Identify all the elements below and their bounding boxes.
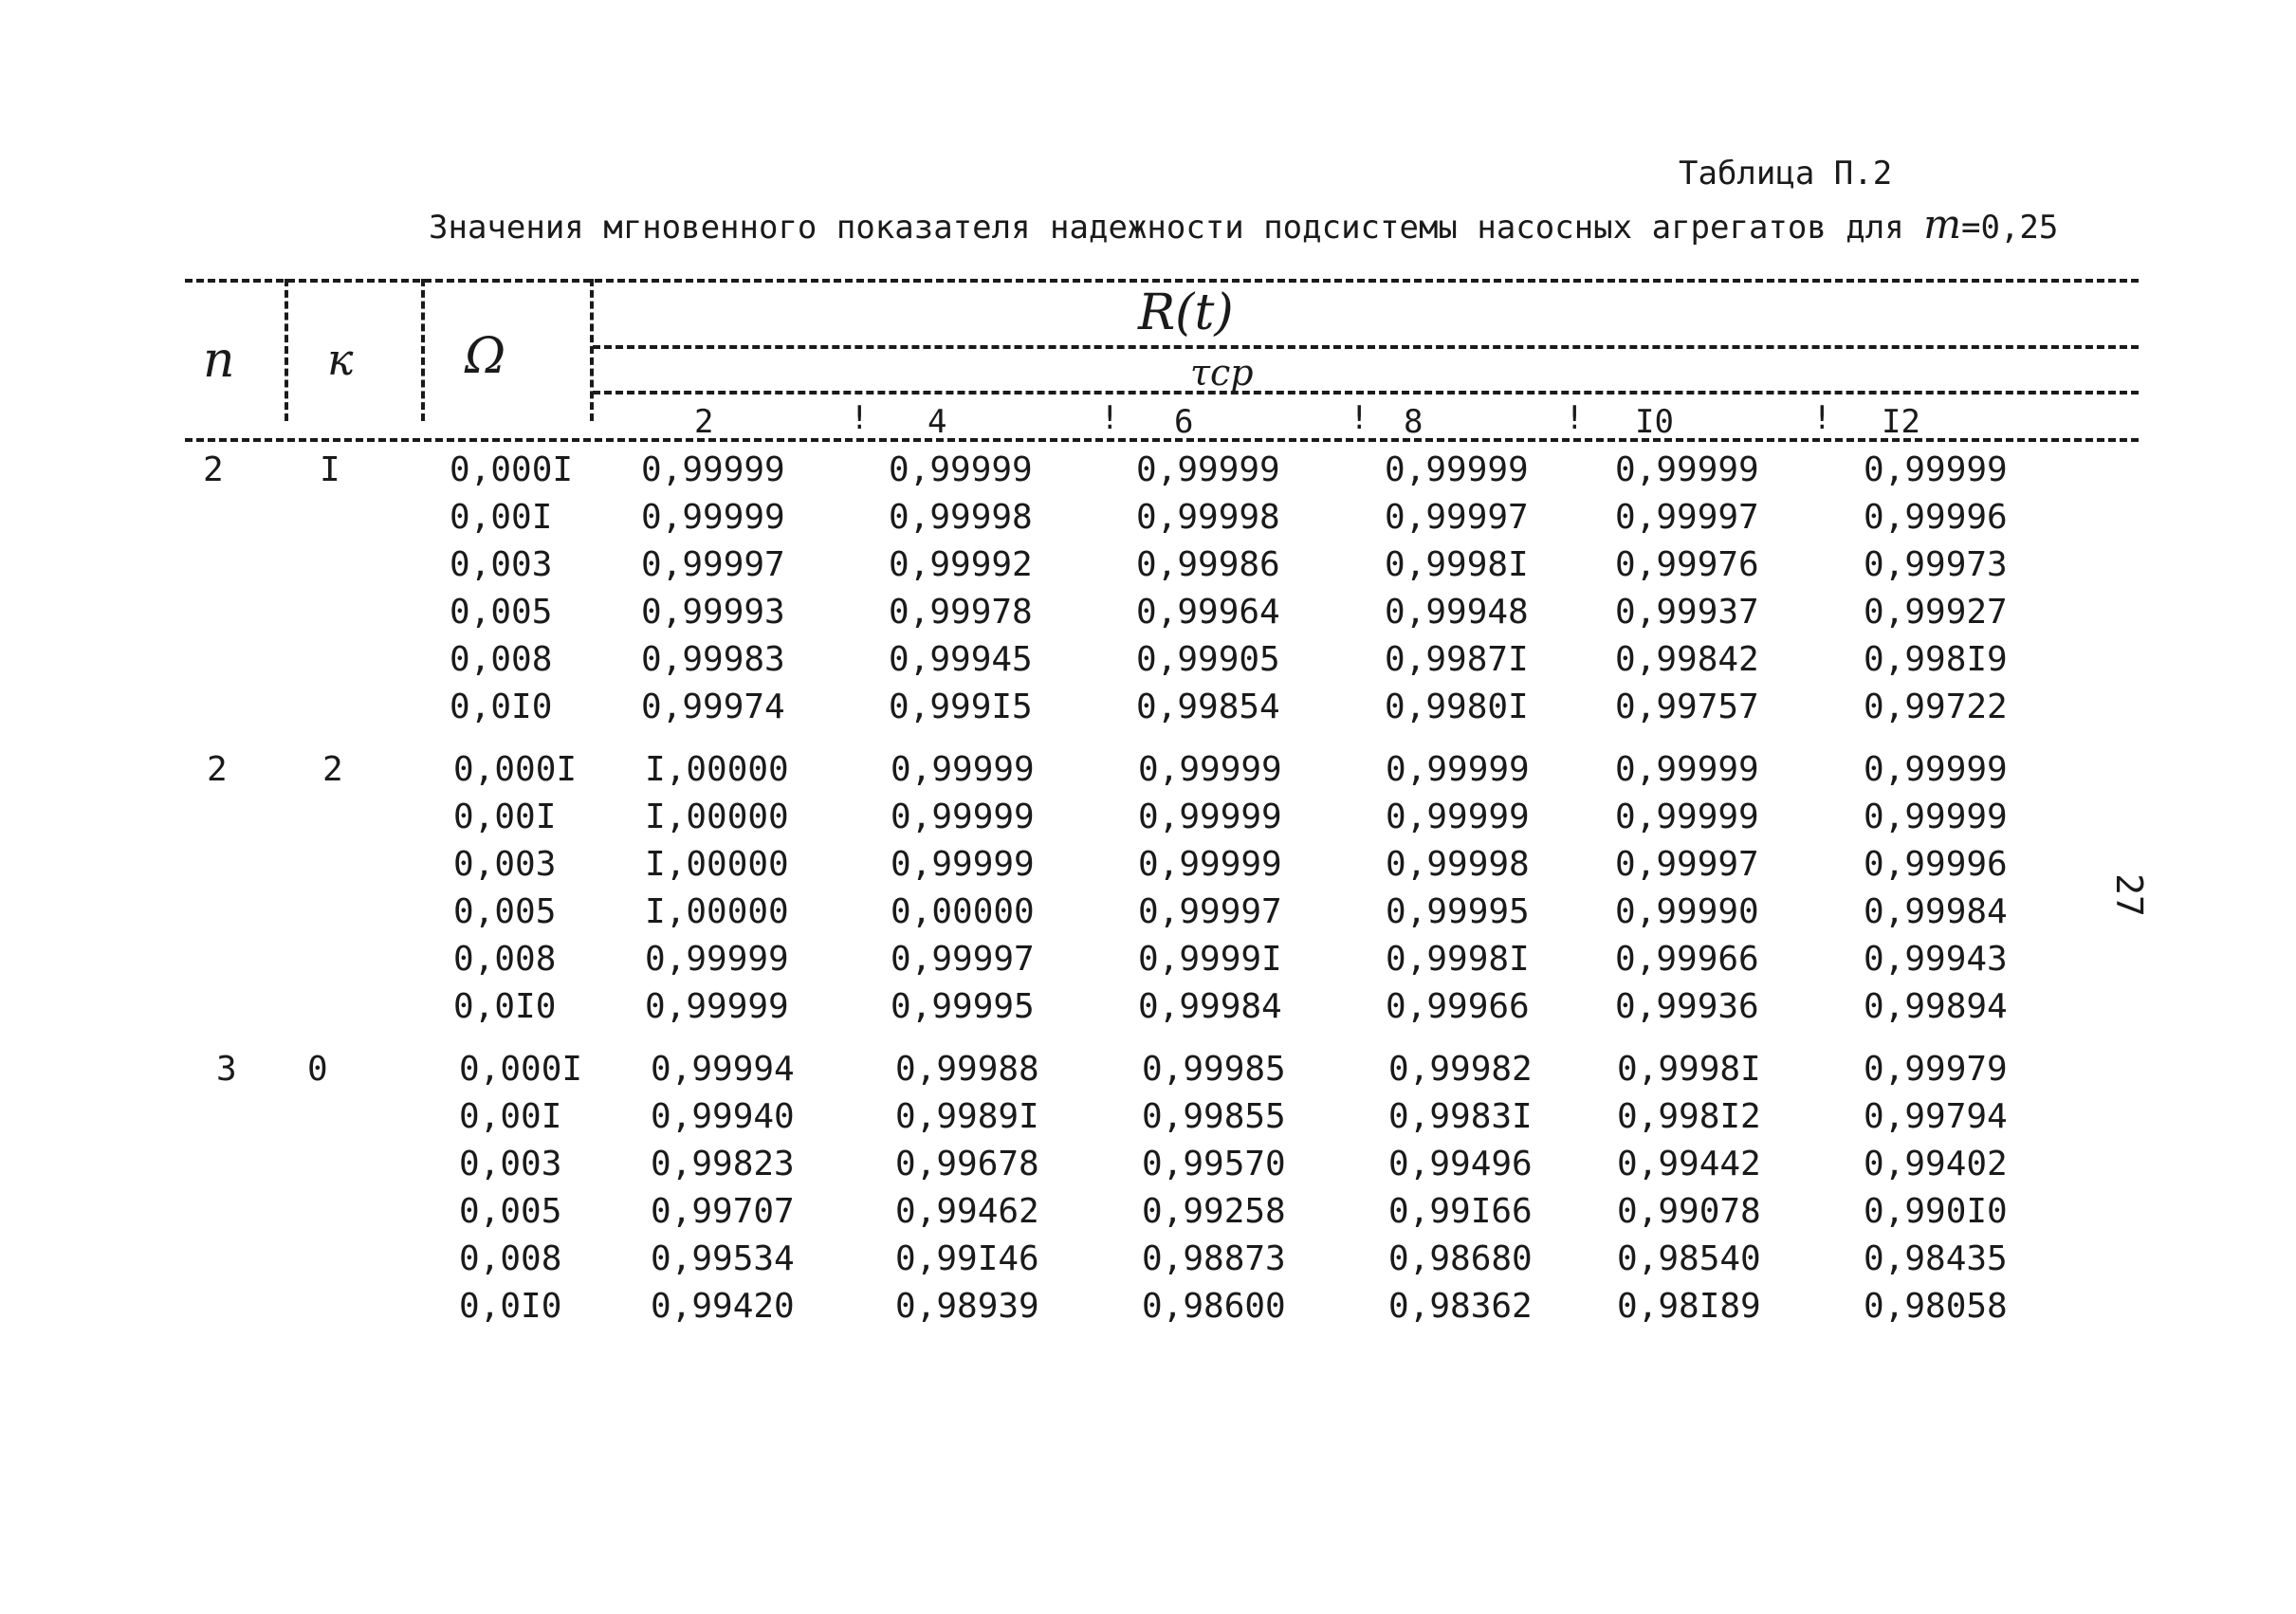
- omega-cell: 0,000I: [450, 450, 574, 489]
- value-cell: 0,99794: [1864, 1097, 2008, 1136]
- value-cell: 0,99990: [1615, 892, 1759, 931]
- group-n: 2: [207, 750, 228, 789]
- group-k: I: [320, 450, 340, 489]
- value-cell: 0,99996: [1864, 498, 2008, 537]
- value-cell: 0,99999: [1615, 450, 1759, 489]
- value-cell: 0,99982: [1388, 1050, 1533, 1089]
- value-cell: 0,99998: [1386, 845, 1530, 884]
- value-cell: 0,99420: [651, 1287, 795, 1326]
- value-cell: 0,99999: [891, 798, 1035, 836]
- value-cell: 0,99998: [1136, 498, 1280, 537]
- value-cell: 0,99999: [1864, 750, 2008, 789]
- col-divider-n-k: [285, 279, 288, 421]
- omega-cell: 0,008: [459, 1239, 562, 1278]
- value-cell: 0,99945: [889, 640, 1033, 679]
- omega-cell: 0,00I: [459, 1097, 562, 1136]
- tau-separator: !: [1350, 399, 1369, 437]
- value-cell: 0,99894: [1864, 987, 2008, 1026]
- value-cell: 0,99997: [1385, 498, 1529, 537]
- value-cell: 0,98939: [895, 1287, 1039, 1326]
- value-cell: 0,99983: [641, 640, 785, 679]
- value-cell: 0,998I2: [1617, 1097, 1761, 1136]
- value-cell: 0,9987I: [1385, 640, 1529, 679]
- omega-cell: 0,003: [453, 845, 557, 884]
- value-cell: I,00000: [645, 892, 789, 931]
- value-cell: 0,99999: [1386, 798, 1530, 836]
- omega-cell: 0,005: [459, 1192, 562, 1231]
- value-cell: 0,9999I: [1138, 940, 1282, 979]
- page-number: 27: [2107, 873, 2150, 917]
- value-cell: 0,9998I: [1385, 545, 1529, 584]
- value-cell: 0,99974: [641, 688, 785, 726]
- value-cell: 0,99258: [1142, 1192, 1286, 1231]
- group-n: 3: [216, 1050, 237, 1089]
- header-n: n: [203, 332, 235, 389]
- value-cell: 0,99999: [1138, 798, 1282, 836]
- value-cell: 0,99999: [641, 450, 785, 489]
- value-cell: 0,99995: [891, 987, 1035, 1026]
- value-cell: 0,99854: [1136, 688, 1280, 726]
- value-cell: 0,99570: [1142, 1145, 1286, 1183]
- omega-cell: 0,000I: [459, 1050, 583, 1089]
- value-cell: 0,99995: [1386, 892, 1530, 931]
- value-cell: 0,99999: [1615, 750, 1759, 789]
- value-cell: 0,99078: [1617, 1192, 1761, 1231]
- value-cell: I,00000: [645, 845, 789, 884]
- value-cell: 0,99997: [1615, 498, 1759, 537]
- value-cell: 0,99999: [889, 450, 1033, 489]
- omega-cell: 0,008: [453, 940, 557, 979]
- value-cell: 0,99997: [1615, 845, 1759, 884]
- value-cell: 0,99966: [1615, 940, 1759, 979]
- tau-value: 8: [1404, 403, 1424, 441]
- col-divider-k-omega: [421, 279, 425, 421]
- value-cell: 0,998I9: [1864, 640, 2008, 679]
- value-cell: 0,99823: [651, 1145, 795, 1183]
- group-k: 2: [322, 750, 343, 789]
- tau-value: 6: [1174, 403, 1194, 441]
- tau-value: 2: [694, 403, 714, 441]
- col-divider-omega-r: [590, 279, 594, 421]
- value-cell: 0,98362: [1388, 1287, 1533, 1326]
- value-cell: 0,98540: [1617, 1239, 1761, 1278]
- value-cell: 0,99999: [1385, 450, 1529, 489]
- value-cell: 0,99927: [1864, 593, 2008, 632]
- value-cell: 0,98I89: [1617, 1287, 1761, 1326]
- value-cell: 0,99978: [889, 593, 1033, 632]
- value-cell: 0,98600: [1142, 1287, 1286, 1326]
- m-value: =0,25: [1961, 209, 2059, 247]
- tau-separator: !: [1812, 399, 1832, 437]
- value-cell: 0,99999: [645, 940, 789, 979]
- value-cell: 0,99984: [1138, 987, 1282, 1026]
- tau-value: I2: [1882, 403, 1920, 441]
- value-cell: 0,9980I: [1385, 688, 1529, 726]
- value-cell: 0,99940: [651, 1097, 795, 1136]
- value-cell: 0,99992: [889, 545, 1033, 584]
- value-cell: 0,999I5: [889, 688, 1033, 726]
- header-omega: Ω: [465, 328, 506, 385]
- value-cell: 0,99I46: [895, 1239, 1039, 1278]
- omega-cell: 0,0I0: [453, 987, 557, 1026]
- omega-cell: 0,0I0: [450, 688, 553, 726]
- value-cell: 0,99997: [891, 940, 1035, 979]
- omega-cell: 0,0I0: [459, 1287, 562, 1326]
- value-cell: 0,99943: [1864, 940, 2008, 979]
- value-cell: 0,99979: [1864, 1050, 2008, 1089]
- tau-separator: !: [1100, 399, 1120, 437]
- table-title-text: Значения мгновенного показателя надежности подсистемы насосных агрегатов для: [429, 209, 1904, 247]
- value-cell: 0,9998I: [1386, 940, 1530, 979]
- tau-separator: !: [850, 399, 870, 437]
- tau-separator: !: [1565, 399, 1585, 437]
- value-cell: 0,99999: [641, 498, 785, 537]
- value-cell: 0,99678: [895, 1145, 1039, 1183]
- value-cell: 0,99999: [645, 987, 789, 1026]
- value-cell: 0,9998I: [1617, 1050, 1761, 1089]
- value-cell: 0,98873: [1142, 1239, 1286, 1278]
- value-cell: 0,99462: [895, 1192, 1039, 1231]
- header-rule-tau: [593, 391, 2139, 394]
- value-cell: 0,9989I: [895, 1097, 1039, 1136]
- value-cell: 0,99999: [1615, 798, 1759, 836]
- omega-cell: 0,003: [450, 545, 553, 584]
- group-n: 2: [203, 450, 224, 489]
- value-cell: 0,99999: [1138, 845, 1282, 884]
- header-k: к: [327, 334, 354, 385]
- value-cell: 0,99997: [1138, 892, 1282, 931]
- value-cell: 0,99964: [1136, 593, 1280, 632]
- value-cell: 0,99707: [651, 1192, 795, 1231]
- omega-cell: 0,005: [450, 593, 553, 632]
- value-cell: 0,99984: [1864, 892, 2008, 931]
- table-label: Таблица П.2: [1679, 155, 1893, 193]
- header-r-of-t: R(t): [1138, 284, 1234, 341]
- value-cell: 0,99402: [1864, 1145, 2008, 1183]
- value-cell: 0,99442: [1617, 1145, 1761, 1183]
- value-cell: 0,98435: [1864, 1239, 2008, 1278]
- value-cell: 0,99998: [889, 498, 1033, 537]
- value-cell: 0,99976: [1615, 545, 1759, 584]
- value-cell: 0,99986: [1136, 545, 1280, 584]
- value-cell: I,00000: [645, 798, 789, 836]
- value-cell: 0,99997: [641, 545, 785, 584]
- omega-cell: 0,008: [450, 640, 553, 679]
- value-cell: 0,99985: [1142, 1050, 1286, 1089]
- value-cell: 0,99534: [651, 1239, 795, 1278]
- value-cell: 0,99905: [1136, 640, 1280, 679]
- value-cell: 0,99999: [1864, 798, 2008, 836]
- value-cell: 0,99496: [1388, 1145, 1533, 1183]
- value-cell: 0,99937: [1615, 593, 1759, 632]
- value-cell: 0,990I0: [1864, 1192, 2008, 1231]
- value-cell: 0,98680: [1388, 1239, 1533, 1278]
- omega-cell: 0,003: [459, 1145, 562, 1183]
- value-cell: 0,99999: [1136, 450, 1280, 489]
- header-bottom-rule: [185, 438, 2139, 442]
- group-k: 0: [307, 1050, 328, 1089]
- header-rule-r: [593, 345, 2139, 349]
- m-symbol: m: [1923, 201, 1962, 248]
- value-cell: 0,99757: [1615, 688, 1759, 726]
- omega-cell: 0,00I: [453, 798, 557, 836]
- omega-cell: 0,005: [453, 892, 557, 931]
- value-cell: 0,99973: [1864, 545, 2008, 584]
- value-cell: 0,99842: [1615, 640, 1759, 679]
- value-cell: 0,99936: [1615, 987, 1759, 1026]
- value-cell: 0,99722: [1864, 688, 2008, 726]
- value-cell: 0,99996: [1864, 845, 2008, 884]
- table-title: [429, 201, 2059, 248]
- value-cell: 0,9983I: [1388, 1097, 1533, 1136]
- value-cell: 0,99999: [891, 750, 1035, 789]
- omega-cell: 0,00I: [450, 498, 553, 537]
- header-top-rule: [185, 279, 2139, 283]
- value-cell: 0,99999: [891, 845, 1035, 884]
- value-cell: 0,99966: [1386, 987, 1530, 1026]
- value-cell: 0,98058: [1864, 1287, 2008, 1326]
- tau-value: I0: [1635, 403, 1674, 441]
- value-cell: 0,99999: [1864, 450, 2008, 489]
- value-cell: I,00000: [645, 750, 789, 789]
- tau-value: 4: [928, 403, 947, 441]
- value-cell: 0,99I66: [1388, 1192, 1533, 1231]
- value-cell: 0,99999: [1386, 750, 1530, 789]
- value-cell: 0,99988: [895, 1050, 1039, 1089]
- value-cell: 0,00000: [891, 892, 1035, 931]
- omega-cell: 0,000I: [453, 750, 578, 789]
- value-cell: 0,99855: [1142, 1097, 1286, 1136]
- value-cell: 0,99999: [1138, 750, 1282, 789]
- value-cell: 0,99993: [641, 593, 785, 632]
- value-cell: 0,99948: [1385, 593, 1529, 632]
- header-tau-cp: τср: [1190, 352, 1254, 394]
- value-cell: 0,99994: [651, 1050, 795, 1089]
